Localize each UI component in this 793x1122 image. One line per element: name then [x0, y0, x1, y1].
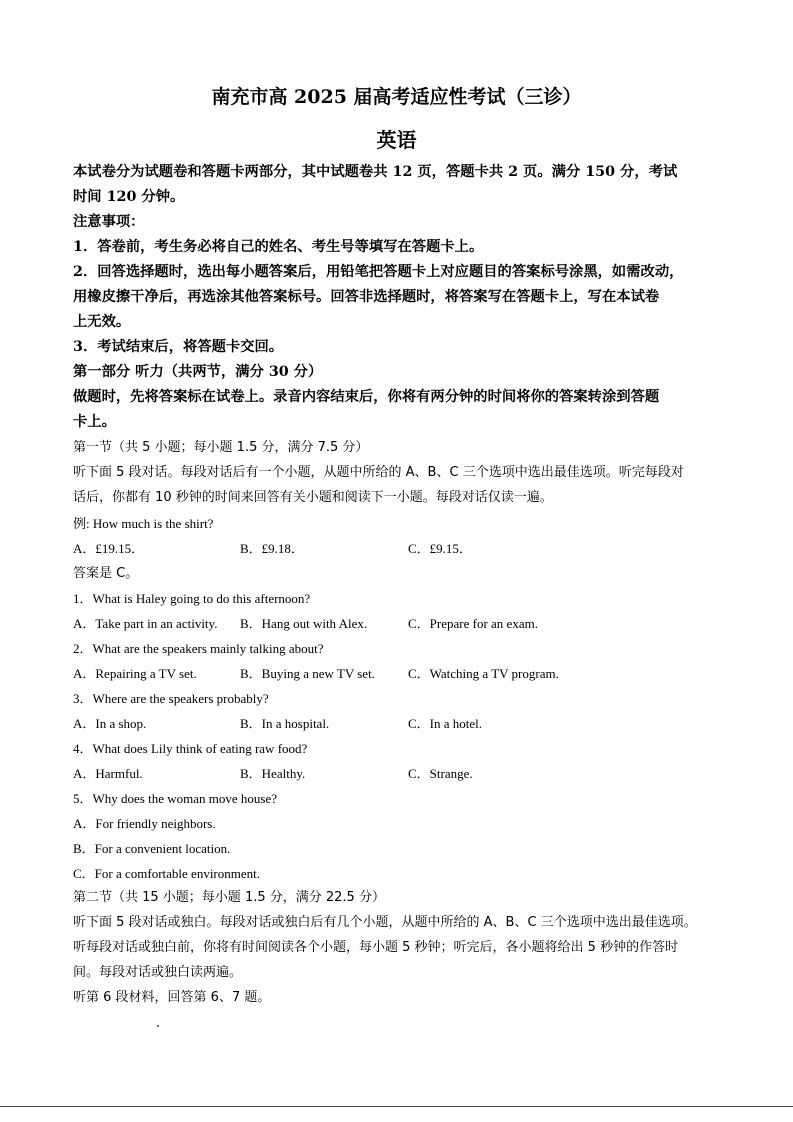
example-question: 例: How much is the shirt? — [73, 516, 214, 531]
example-answer: 答案是 C。 — [73, 566, 139, 581]
example-option-b: B．£9.18． — [240, 541, 304, 556]
notice-1: 1．答卷前，考生务必将自己的姓名、考生号等填写在答题卡上。 — [73, 239, 484, 255]
part1-desc-2: 卡上。 — [73, 414, 116, 430]
intro-line-2: 时间 120 分钟。 — [73, 189, 185, 205]
q5-option-c: C．For a comfortable environment. — [73, 866, 261, 881]
question-4: 4．What does Lily think of eating raw food? — [73, 741, 308, 756]
stray-dot — [157, 1025, 159, 1027]
exam-title: 南充市高 2025 届高考适应性考试（三诊） — [211, 86, 582, 108]
q2-option-c: C．Watching a TV program. — [408, 666, 559, 681]
q4-option-a: A．Harmful. — [73, 766, 143, 781]
notice-3: 3．考试结束后，将答题卡交回。 — [73, 339, 284, 355]
q1-option-b: B．Hang out with Alex. — [240, 616, 368, 631]
q5-option-b: B．For a convenient location. — [73, 841, 231, 856]
question-2: 2．What are the speakers mainly talking about? — [73, 641, 324, 656]
notice-2c: 上无效。 — [73, 314, 131, 330]
notice-2a: 2．回答选择题时，选出每小题答案后，用铅笔把答题卡上对应题目的答案标号涂黑，如需改动， — [73, 264, 684, 280]
q5-option-a: A．For friendly neighbors. — [73, 816, 216, 831]
q1-option-c: C．Prepare for an exam. — [408, 616, 538, 631]
question-5: 5．Why does the woman move house? — [73, 791, 277, 806]
intro-line-1: 本试卷分为试题卷和答题卡两部分，其中试题卷共 12 页，答题卡共 2 页。满分 150 分，考试 — [73, 164, 678, 180]
part1-title: 第一部分 听力（共两节，满分 30 分） — [73, 364, 323, 380]
section1-title: 第一节（共 5 小题；每小题 1.5 分，满分 7.5 分） — [73, 440, 369, 455]
subject-title: 英语 — [376, 128, 417, 152]
q3-option-b: B．In a hospital. — [240, 716, 330, 731]
q2-option-a: A．Repairing a TV set. — [73, 666, 197, 681]
part1-desc-1: 做题时，先将答案标在试卷上。录音内容结束后，你将有两分钟的时间将你的答案转涂到答题 — [73, 389, 660, 405]
section2-title: 第二节（共 15 小题；每小题 1.5 分，满分 22.5 分） — [73, 890, 385, 905]
example-option-c: C．£9.15． — [408, 541, 472, 556]
question-1: 1．What is Haley going to do this afternoon? — [73, 591, 311, 606]
page-bottom-divider — [0, 1106, 793, 1107]
section2-desc-2: 听每段对话或独白前，你将有时间阅读各个小题，每小题 5 秒钟；听完后，各小题将给出 5 秒钟的作答时 — [73, 940, 679, 955]
q1-option-a: A．Take part in an activity. — [73, 616, 218, 631]
section2-desc-1: 听下面 5 段对话或独白。每段对话或独白后有几个小题，从题中所给的 A、B、C 三个选项中选出最佳选项。 — [73, 915, 697, 930]
q3-option-a: A．In a shop. — [73, 716, 147, 731]
q4-option-c: C．Strange. — [408, 766, 473, 781]
question-3: 3．Where are the speakers probably? — [73, 691, 269, 706]
notice-title: 注意事项： — [73, 214, 145, 230]
q2-option-b: B．Buying a new TV set. — [240, 666, 375, 681]
section1-desc-2: 话后，你都有 10 秒钟的时间来回答有关小题和阅读下一小题。每段对话仅读一遍。 — [73, 490, 553, 505]
example-option-a: A．£19.15． — [73, 541, 145, 556]
section2-desc-3: 间。每段对话或独白读两遍。 — [73, 965, 243, 980]
q3-option-c: C．In a hotel. — [408, 716, 483, 731]
section1-desc-1: 听下面 5 段对话。每段对话后有一个小题，从题中所给的 A、B、C 三个选项中选出最佳选项。听完每段对 — [73, 465, 684, 480]
q4-option-b: B．Healthy. — [240, 766, 306, 781]
material-6-heading: 听第 6 段材料，回答第 6、7 题。 — [73, 990, 271, 1005]
notice-2b: 用橡皮擦干净后，再选涂其他答案标号。回答非选择题时，将答案写在答题卡上，写在本试卷 — [73, 289, 660, 305]
